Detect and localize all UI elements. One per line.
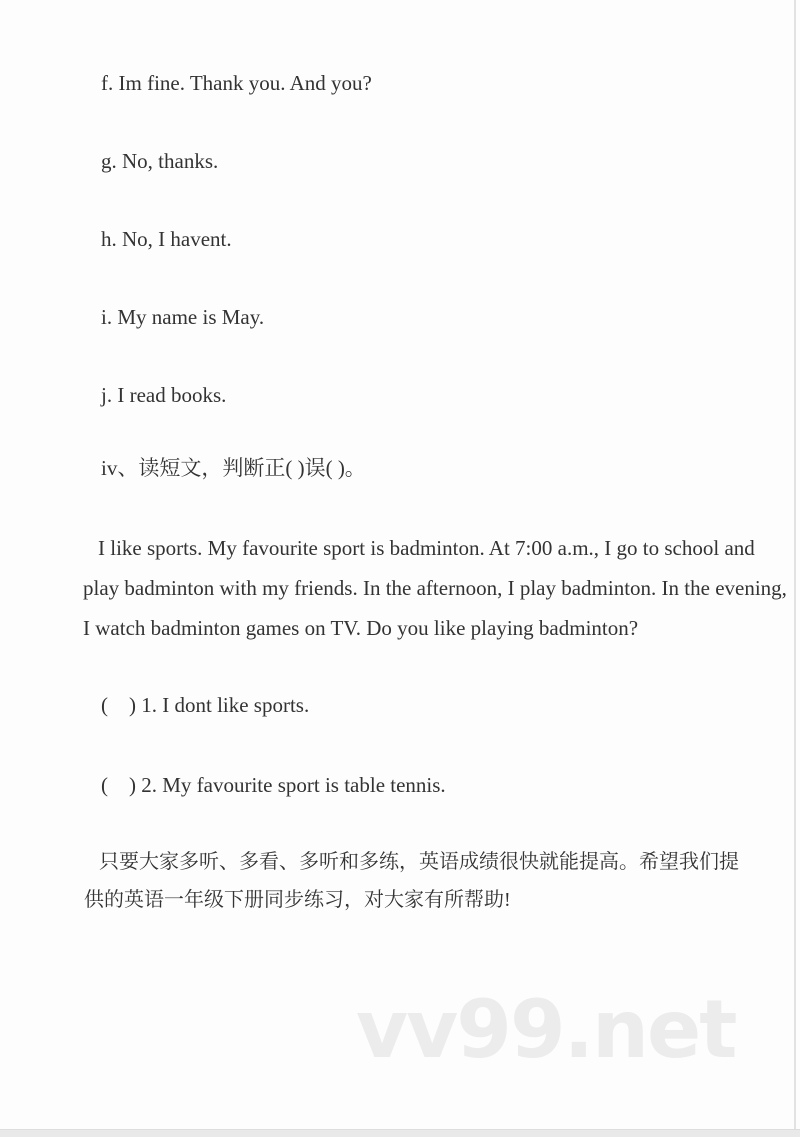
answer-line-i: i. My name is May. — [101, 305, 265, 329]
answer-line-f: f. Im fine. Thank you. And you? — [101, 71, 372, 95]
reading-passage — [83, 528, 787, 648]
closing-line-1: 只要大家多听、多看、多听和多练，英语成绩很快就能提高。希望我们提 — [99, 851, 739, 873]
closing-paragraph — [84, 843, 744, 919]
watermark: vv99.net — [356, 983, 736, 1076]
closing-line-2: 供的英语一年级下册同步练习，对大家有所帮助! — [84, 889, 511, 911]
page-right-edge — [794, 0, 796, 1137]
question-line-1: ( ) 1. I dont like sports. — [101, 693, 310, 717]
section-header: iv、读短文，判断正( )误( )。 — [101, 456, 366, 480]
passage-line-2: play badminton with my friends. In the afternoon, I play badminton. In the evening, — [83, 576, 787, 600]
answer-line-h: h. No, I havent. — [101, 227, 232, 251]
passage-line-1: I like sports. My favourite sport is badminton. At 7:00 a.m., I go to school and — [98, 536, 755, 560]
question-line-2: ( ) 2. My favourite sport is table tennis. — [101, 773, 446, 797]
bottom-bar — [0, 1129, 800, 1137]
passage-line-3: I watch badminton games on TV. Do you like playing badminton? — [83, 616, 639, 640]
answer-line-g: g. No, thanks. — [101, 149, 219, 173]
answer-line-j: j. I read books. — [101, 383, 227, 407]
